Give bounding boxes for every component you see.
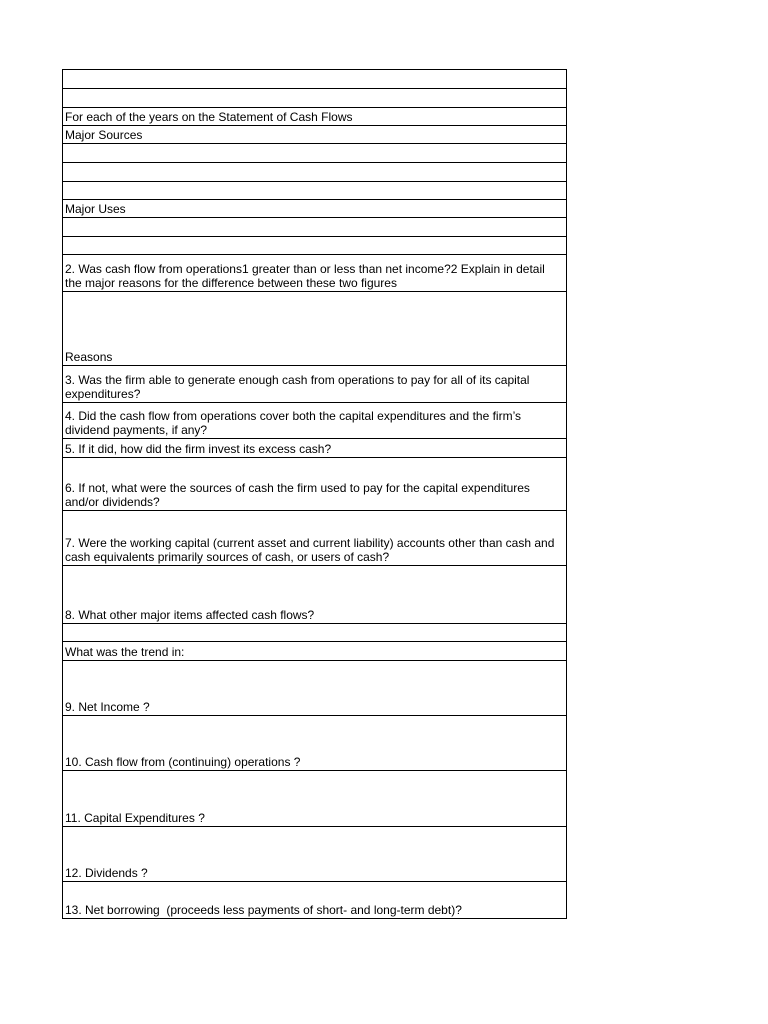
question-11-text: 11. Capital Expenditures ? [65, 811, 205, 825]
question-4-text: 4. Did the cash flow from operations cover both the capital expenditures and the firm’s dividend payments, if any? [65, 409, 525, 437]
question-9-text: 9. Net Income ? [65, 700, 150, 714]
question-2-text: 2. Was cash flow from operations1 greater than or less than net income?2 Explain in detail the major reasons for the difference between these two figures [65, 262, 549, 290]
instruction-text: For each of the years on the Statement of Cash Flows [65, 110, 353, 124]
blank-row[interactable] [63, 182, 566, 200]
reasons-row[interactable] [63, 292, 566, 366]
question-10-row[interactable] [63, 716, 566, 771]
question-3-text: 3. Was the firm able to generate enough cash from operations to pay for all of its capital expenditures? [65, 373, 533, 401]
spreadsheet-table [62, 69, 567, 919]
question-8-row[interactable] [63, 566, 566, 624]
question-13-row[interactable] [63, 882, 566, 919]
question-8-text: 8. What other major items affected cash flows? [65, 608, 315, 622]
question-13-text: 13. Net borrowing (proceeds less payments of short- and long-term debt)? [65, 903, 462, 917]
major-uses-row[interactable] [63, 200, 566, 218]
question-7-row[interactable] [63, 511, 566, 566]
trend-header-row[interactable] [63, 642, 566, 661]
blank-row[interactable] [63, 237, 566, 255]
blank-row[interactable] [63, 70, 566, 89]
instruction-row[interactable] [63, 108, 566, 126]
question-2-row[interactable] [63, 255, 566, 292]
blank-row[interactable] [63, 218, 566, 237]
question-5-text: 5. If it did, how did the firm invest its excess cash? [65, 442, 332, 456]
question-6-text: 6. If not, what were the sources of cash the firm used to pay for the capital expenditures and/or dividends? [65, 481, 534, 509]
question-3-row[interactable] [63, 366, 566, 403]
trend-header-label: What was the trend in: [65, 645, 185, 659]
question-5-row[interactable] [63, 439, 566, 458]
major-uses-label: Major Uses [65, 202, 126, 216]
question-4-row[interactable] [63, 403, 566, 439]
question-9-row[interactable] [63, 661, 566, 716]
major-sources-label: Major Sources [65, 128, 143, 142]
question-7-text: 7. Were the working capital (current asset and current liability) accounts other than cash and cash equivalents primarily sources of cash, or users of cash? [65, 536, 558, 564]
blank-row[interactable] [63, 163, 566, 182]
question-12-text: 12. Dividends ? [65, 866, 148, 880]
question-12-row[interactable] [63, 827, 566, 882]
question-6-row[interactable] [63, 458, 566, 511]
blank-row[interactable] [63, 624, 566, 642]
major-sources-row[interactable] [63, 126, 566, 144]
question-10-text: 10. Cash flow from (continuing) operations ? [65, 755, 301, 769]
blank-row[interactable] [63, 144, 566, 163]
question-11-row[interactable] [63, 771, 566, 827]
blank-row[interactable] [63, 89, 566, 108]
reasons-label: Reasons [65, 350, 113, 364]
